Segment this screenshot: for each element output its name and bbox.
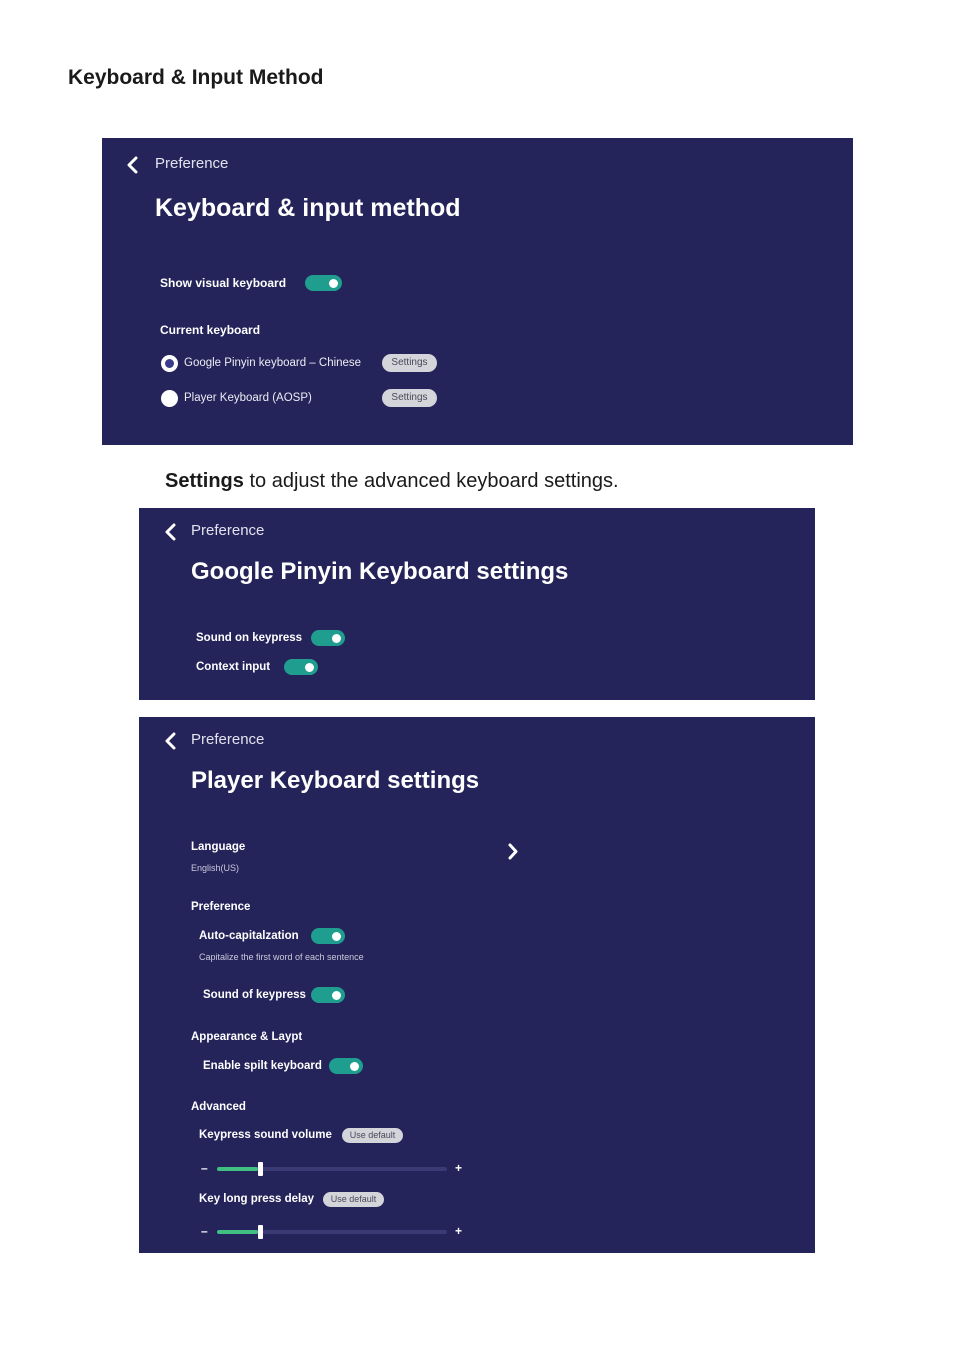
slider-thumb[interactable] [258, 1225, 263, 1239]
advanced-section-header: Advanced [191, 1101, 246, 1113]
keyboard-input-method-panel [102, 138, 853, 445]
sound-of-keypress-toggle[interactable] [311, 987, 345, 1003]
keypress-volume-use-default-button[interactable]: Use default [342, 1128, 403, 1143]
slider-fill [217, 1230, 258, 1234]
volume-decrease-icon[interactable]: – [201, 1161, 208, 1175]
breadcrumb[interactable]: Preference [191, 731, 265, 748]
page-title: Google Pinyin Keyboard settings [191, 558, 569, 585]
sound-of-keypress-label: Sound of keypress [203, 989, 306, 1001]
back-arrow-icon[interactable] [125, 156, 139, 174]
delay-increase-icon[interactable]: + [455, 1224, 463, 1238]
enable-split-keyboard-toggle[interactable] [329, 1058, 363, 1074]
back-arrow-icon[interactable] [163, 732, 177, 750]
player-keyboard-radio[interactable] [161, 390, 178, 407]
context-input-label: Context input [196, 661, 271, 673]
show-visual-keyboard-toggle[interactable] [305, 275, 342, 291]
back-arrow-icon[interactable] [163, 523, 177, 541]
long-press-delay-use-default-button[interactable]: Use default [323, 1192, 384, 1207]
keypress-sound-volume-label: Keypress sound volume [199, 1129, 332, 1141]
google-pinyin-radio[interactable] [161, 355, 178, 372]
language-label[interactable]: Language [191, 841, 246, 853]
slider-fill [217, 1167, 258, 1171]
auto-capitalization-label: Auto-capitalzation [199, 930, 299, 942]
google-pinyin-settings-panel [139, 508, 815, 700]
current-keyboard-label: Current keyboard [160, 323, 261, 337]
sound-on-keypress-label: Sound on keypress [196, 632, 303, 644]
document-heading: Keyboard & Input Method [68, 66, 324, 89]
keypress-volume-slider[interactable] [217, 1162, 447, 1176]
enable-split-keyboard-label: Enable spilt keyboard [203, 1060, 322, 1072]
sound-on-keypress-toggle[interactable] [311, 630, 345, 646]
delay-decrease-icon[interactable]: – [201, 1224, 208, 1238]
volume-increase-icon[interactable]: + [455, 1161, 463, 1175]
slider-thumb[interactable] [258, 1162, 263, 1176]
caption-bold: Settings [165, 470, 244, 492]
caption [165, 470, 619, 493]
player-keyboard-settings-button[interactable]: Settings [382, 389, 437, 407]
preference-section-header: Preference [191, 901, 251, 913]
page-title: Keyboard & input method [155, 194, 461, 222]
chevron-right-icon[interactable] [507, 843, 519, 860]
long-press-delay-slider[interactable] [217, 1225, 447, 1239]
page-title: Player Keyboard settings [191, 767, 480, 794]
context-input-toggle[interactable] [284, 659, 318, 675]
auto-capitalization-description: Capitalize the first word of each sentence [199, 952, 364, 962]
google-pinyin-keyboard-label[interactable]: Google Pinyin keyboard – Chinese [184, 357, 362, 369]
player-keyboard-settings-panel [139, 717, 815, 1253]
key-long-press-delay-label: Key long press delay [199, 1193, 315, 1205]
appearance-layout-section-header: Appearance & Laypt [191, 1031, 303, 1043]
show-visual-keyboard-label: Show visual keyboard [160, 276, 287, 290]
player-keyboard-label[interactable]: Player Keyboard (AOSP) [184, 392, 312, 404]
caption-text: to adjust the advanced keyboard settings. [243, 470, 619, 492]
breadcrumb[interactable]: Preference [191, 522, 265, 539]
breadcrumb[interactable]: Preference [155, 155, 229, 172]
google-pinyin-settings-button[interactable]: Settings [382, 354, 437, 372]
language-value: English(US) [191, 863, 240, 873]
auto-capitalization-toggle[interactable] [311, 928, 345, 944]
